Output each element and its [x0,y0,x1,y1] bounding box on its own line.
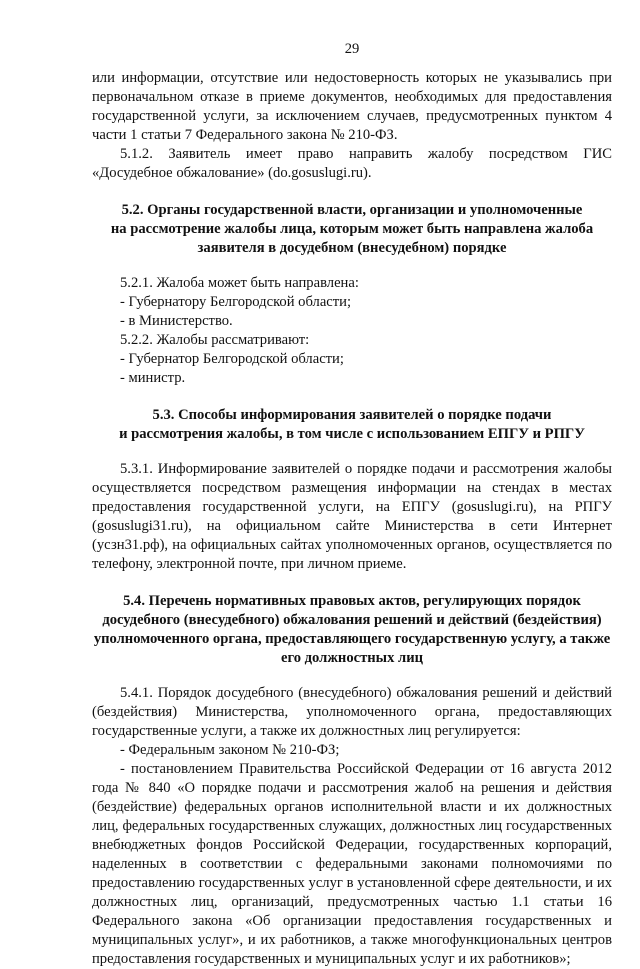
heading-line: досудебного (внесудебного) обжалования решений и действий (бездействия) [102,612,602,628]
list-item: - министр. [120,370,186,386]
list-item: - Федеральным законом № 210-ФЗ; [120,742,340,758]
list-item: - Губернатору Белгородской области; [120,294,352,310]
heading-line: 5.4. Перечень нормативных правовых актов, регулирующих порядок [123,593,581,609]
paragraph-5-1-2: 5.1.2. Заявитель имеет право направить жалобу посредством ГИС «Досудебное обжалование» (do.gosuslugi.ru). [92,146,612,181]
paragraph-5-3-1: 5.3.1. Информирование заявителей о порядке подачи и рассмотрения жалобы осуществляется посредством размещения информации на стендах в местах предоставления государственной услуги, на ЕПГУ (gosuslugi.ru), на РПГУ (gosuslugi31.ru), на официальном сайте Министерства в сети Интернет (усзн31.рф), на официальных сайтах уполномоченных органов, осуществляется по телефону, электронной почте, при личном приеме. [92,461,612,572]
heading-line: его должностных лиц [280,650,424,666]
section-5-2-list [92,274,612,388]
list-item: - в Министерство. [120,313,233,329]
heading-line: 5.3. Способы информирования заявителей о порядке подачи [152,407,552,423]
list-item: 5.2.1. Жалоба может быть направлена: [120,275,359,291]
section-heading-5-4 [92,592,612,668]
heading-line: заявителя в досудебном (внесудебном) порядке [197,240,507,256]
heading-line: на рассмотрение жалобы лица, которым может быть направлена жалоба [110,221,594,237]
section-heading-5-3 [92,406,612,444]
page-number: 29 [344,41,360,57]
list-item: 5.2.2. Жалобы рассматривают: [120,332,310,348]
list-item: - Губернатор Белгородской области; [120,351,344,367]
intro-paragraph: или информации, отсутствие или недостоверность которых не указывались при первоначальном отказе в приеме документов, необходимых для предоставления государственной услуги, за исключением случаев, предусмотренных пунктом 4 части 1 статьи 7 Федерального закона № 210-ФЗ. [92,70,612,143]
list-item-resolution-840: - постановлением Правительства Российской Федерации от 16 августа 2012 года № 840 «О порядке подачи и рассмотрения жалоб на решения и действия (бездействие) федеральных органов исполнительной власти и их должностных лиц, федеральных государственных служащих, должностных лиц государственных внебюджетных фондов Российской Федерации, государственных корпораций, наделенных в соответствии с федеральными законами полномочиями по предоставлению государственных услуг в установленной сфере деятельности, и их должностных лиц, организаций, предусмотренных частью 1.1 статьи 16 Федерального закона «Об организации предоставления государственных и муниципальных услуг», и их работников, а также многофункциональных центров предоставления государственных и муниципальных услуг и их работников»; [92,761,612,967]
section-heading-5-2 [92,201,612,258]
heading-line: уполномоченного органа, предоставляющего государственную услугу, а также [93,631,611,647]
heading-line: 5.2. Органы государственной власти, организации и уполномоченные [121,202,583,218]
heading-line: и рассмотрения жалобы, в том числе с использованием ЕПГУ и РПГУ [119,426,585,442]
paragraph-5-4-1: 5.4.1. Порядок досудебного (внесудебного) обжалования решений и действий (бездействия) Министерства, уполномоченного органа, предоставляющих государственные услуги, а также их должностных лиц регулируется: [92,685,612,739]
